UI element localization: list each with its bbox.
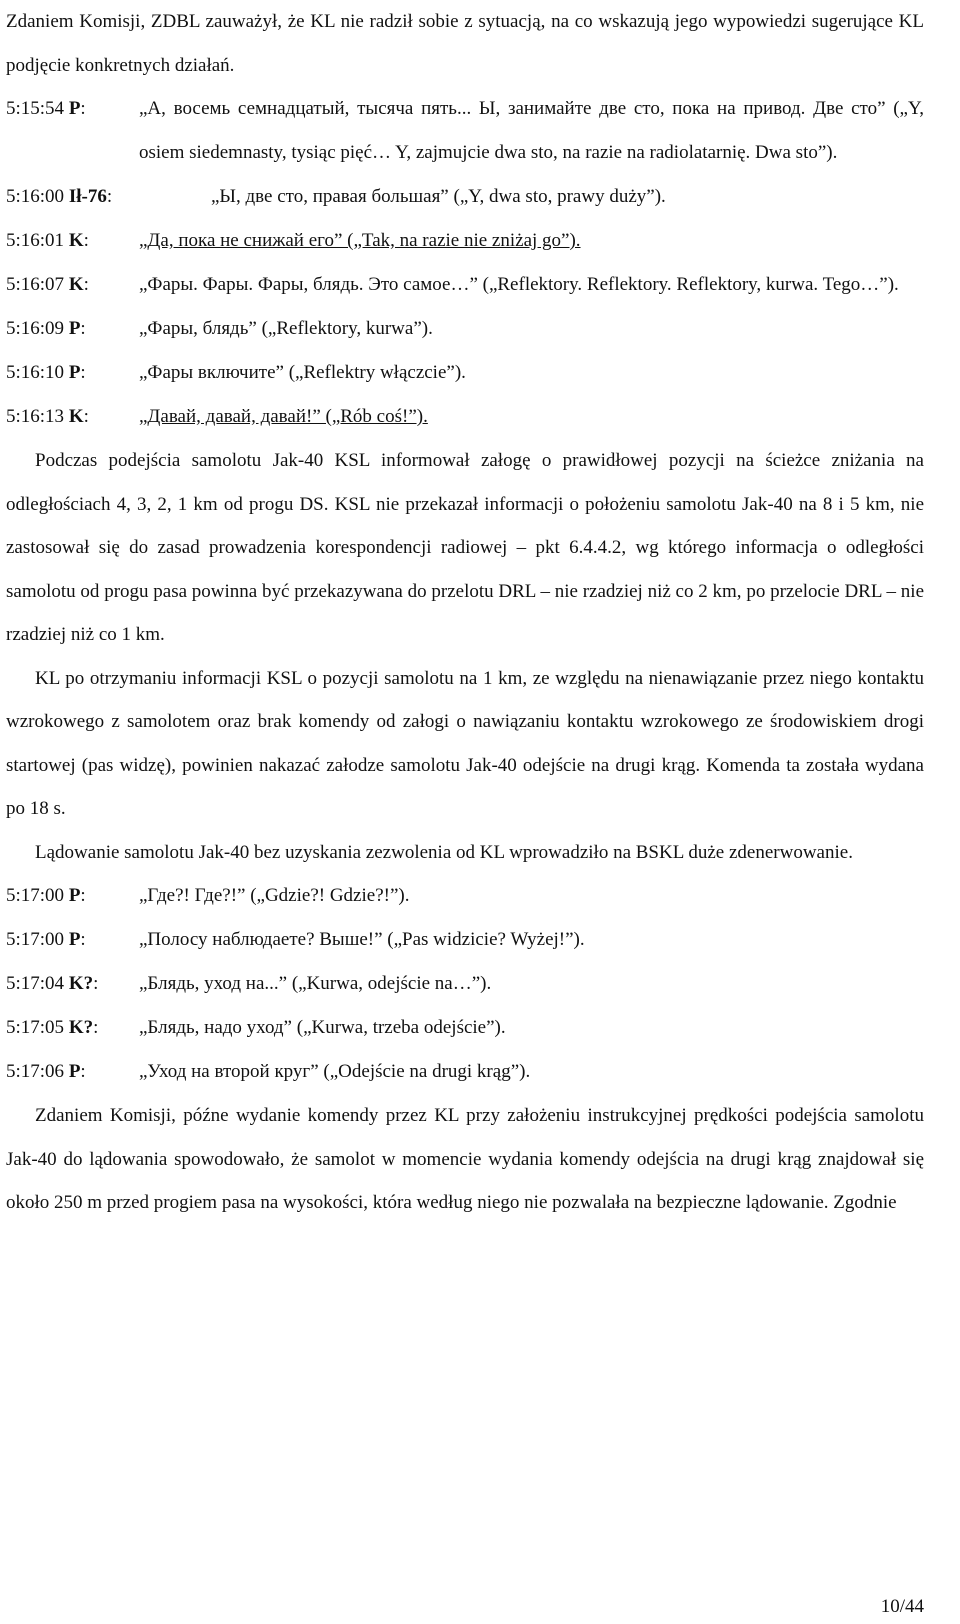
dialog-line xyxy=(6,962,924,1006)
dialog-block-2 xyxy=(6,874,924,1094)
dialog-speaker: 5:16:01 K: xyxy=(6,230,89,251)
document-page xyxy=(6,0,924,1225)
dialog-text: „Уход на второй круг” („Odejście na drugi krąg”). xyxy=(139,1061,531,1082)
dialog-speaker: 5:17:00 P: xyxy=(6,929,86,950)
dialog-line xyxy=(6,1050,924,1094)
body-paragraph: Podczas podejścia samolotu Jak-40 KSL informował załogę o prawidłowej pozycji na ścieżce zniżania na odległościach 4, 3, 2, 1 km od progu DS. KSL nie przekazał informacji o położeniu samolotu Jak-40 na 8 i 5 km, nie zastosował się do zasad prowadzenia korespondencji radiowej – pkt 6.4.4.2, wg którego informacja o odległości samolotu od progu pasa powinna być przekazywana do przelotu DRL – nie rzadziej niż co 2 km, po przelocie DRL – nie rzadziej niż co 1 km. xyxy=(6,450,924,645)
body-paragraph: Lądowanie samolotu Jak-40 bez uzyskania zezwolenia od KL wprowadziło na BSKL duże zdenerwowanie. xyxy=(35,841,853,863)
dialog-speaker: 5:17:04 K?: xyxy=(6,973,99,994)
dialog-speaker: 5:16:07 K: xyxy=(6,274,89,295)
dialog-speaker: 5:17:05 K?: xyxy=(6,1017,99,1038)
dialog-line xyxy=(6,219,924,263)
dialog-text: „Ы, две сто, правая большая” („Y, dwa sto, prawy duży”). xyxy=(211,186,666,207)
dialog-text: „Давай, давай, давай!” („Rób coś!”). xyxy=(139,406,428,427)
dialog-text: „Фары. Фары. Фары, блядь. Это самое…” („Reflektory. Reflektory. Reflektory, kurwa. Tego…”). xyxy=(139,274,899,295)
dialog-line xyxy=(6,918,924,962)
page-number: 10/44 xyxy=(880,1596,924,1617)
body-paragraph: Zdaniem Komisji, późne wydanie komendy przez KL przy założeniu instrukcyjnej prędkości podejścia samolotu Jak-40 do lądowania spowodowało, że samolot w momencie wydania komendy odejścia na drugi krąg znajdował się około 250 m przed progiem pasa na wysokości, która według niego nie pozwalała na bezpieczne lądowanie. Zgodnie xyxy=(6,1105,924,1213)
dialog-line xyxy=(6,351,924,395)
dialog-line xyxy=(6,263,924,307)
dialog-line xyxy=(6,175,924,219)
body-paragraph: KL po otrzymaniu informacji KSL o pozycji samolotu na 1 km, ze względu na nienawiązanie przez niego kontaktu wzrokowego z samolotem oraz brak komendy od załogi o nawiązaniu kontaktu wzrokowego ze środowiskiem drogi startowej (pas widzę), powinien nakazać załodze samolotu Jak-40 odejście na drugi krąg. Komenda ta została wydana po 18 s. xyxy=(6,667,924,819)
dialog-line xyxy=(6,395,924,439)
dialog-text: „Полосу наблюдаете? Выше!” („Pas widzicie? Wyżej!”). xyxy=(139,929,585,950)
dialog-line xyxy=(6,307,924,351)
dialog-text: „Блядь, надо уход” („Kurwa, trzeba odejście”). xyxy=(139,1017,506,1038)
dialog-text: „А, восемь семнадцатый, тысяча пять... Ы, занимайте две сто, пока на привод. Две сто” („Y, osiem siedemnasty, tysiąc pięć… Y, zajmujcie dwa sto, na razie na radiolatarnię. Dwa sto”). xyxy=(139,98,924,163)
dialog-speaker: 5:15:54 P: xyxy=(6,98,86,119)
dialog-speaker: 5:16:13 K: xyxy=(6,406,89,427)
dialog-text: „Фары, блядь” („Reflektory, kurwa”). xyxy=(139,318,433,339)
dialog-line xyxy=(6,874,924,918)
dialog-speaker: 5:17:06 P: xyxy=(6,1061,86,1082)
dialog-text: „Где?! Где?!” („Gdzie?! Gdzie?!”). xyxy=(139,885,410,906)
dialog-block-1 xyxy=(6,87,924,439)
intro-paragraph: Zdaniem Komisji, ZDBL zauważył, że KL nie radził sobie z sytuacją, na co wskazują jego wypowiedzi sugerujące KL podjęcie konkretnych działań. xyxy=(6,11,924,76)
dialog-speaker: 5:16:10 P: xyxy=(6,362,86,383)
dialog-speaker: 5:16:09 P: xyxy=(6,318,86,339)
dialog-speaker: 5:16:00 Ił-76: xyxy=(6,186,113,207)
dialog-text: „Блядь, уход на...” („Kurwa, odejście na…”). xyxy=(139,973,492,994)
dialog-line xyxy=(6,1006,924,1050)
dialog-text: „Да, пока не снижай его” („Tak, na razie nie zniżaj go”). xyxy=(139,230,581,251)
dialog-speaker: 5:17:00 P: xyxy=(6,885,86,906)
dialog-line xyxy=(6,87,924,175)
dialog-text: „Фары включите” („Reflektry włączcie”). xyxy=(139,362,466,383)
